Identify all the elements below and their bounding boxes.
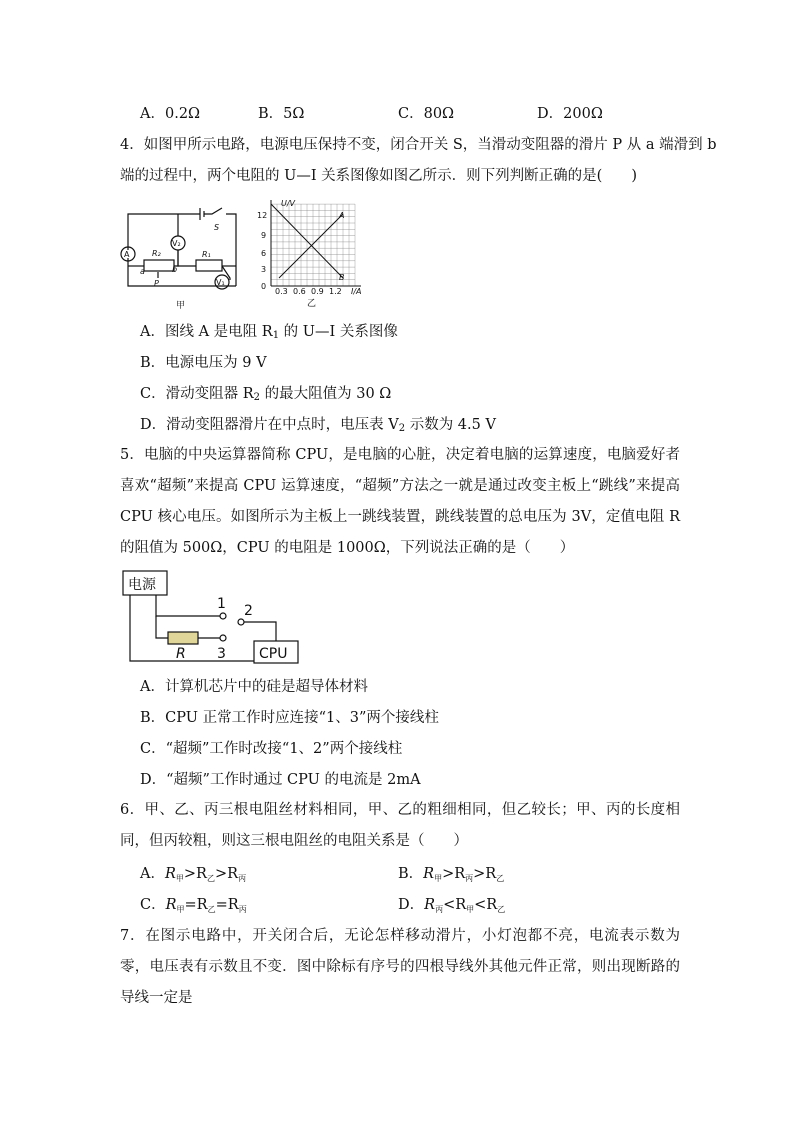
y-axis-label: U/V bbox=[281, 199, 296, 208]
y-tick: 6 bbox=[261, 249, 267, 258]
x-tick: 0.6 bbox=[293, 287, 306, 296]
q5-option-c: C．“超频”工作时改接“1、2”两个接线柱 bbox=[140, 741, 403, 757]
power-label: 电源 bbox=[128, 577, 156, 593]
y-tick: 9 bbox=[261, 231, 267, 240]
switch-s-label: S bbox=[214, 223, 220, 232]
q6-option-c: C．$R_甲=R_乙=R_丙$ bbox=[140, 897, 247, 914]
end-b-label: b bbox=[172, 265, 178, 274]
q6-stem: 6．甲、乙、丙三根电阻丝材料相同，甲、乙的粗细相同，但乙较长；甲、丙的长度相同，但丙较粗，则这三根电阻丝的电阻关系是（ ） bbox=[120, 802, 680, 849]
q4-ui-graph-figure bbox=[255, 196, 375, 308]
v1-label: V₁ bbox=[216, 278, 225, 287]
y-tick: 3 bbox=[261, 265, 267, 274]
slider-p-label: P bbox=[154, 279, 159, 288]
q3-option-b: B．5Ω bbox=[258, 106, 305, 122]
terminal-1-label: 1 bbox=[217, 596, 226, 612]
resistor-label: R bbox=[176, 646, 186, 662]
q4-stem-line1: 4．如图甲所示电路，电源电压保持不变，闭合开关 S，当滑动变阻器的滑片 P 从 a 端滑到 b bbox=[120, 137, 717, 153]
x-tick: 1.2 bbox=[329, 287, 342, 296]
x-tick: 0.9 bbox=[311, 287, 324, 296]
q4-stem-line2: 端的过程中，两个电阻的 U—I 关系图像如图乙所示．则下列判断正确的是( ) bbox=[120, 168, 637, 184]
r1-label: R₁ bbox=[202, 250, 211, 259]
q3-option-d: D．200Ω bbox=[537, 106, 603, 122]
end-a-label: a bbox=[140, 267, 145, 276]
line-a-label: A bbox=[339, 211, 345, 220]
q4-option-a: A．图线 A 是电阻 $R_1$ 的 U—I 关系图像 bbox=[140, 324, 398, 341]
terminal-3-label: 3 bbox=[217, 646, 226, 662]
y-tick: 0 bbox=[261, 282, 267, 291]
q3-option-a: A．0.2Ω bbox=[140, 106, 201, 122]
ammeter-label: A bbox=[124, 250, 130, 259]
q3-option-c: C．80Ω bbox=[398, 106, 455, 122]
q5-option-b: B．CPU 正常工作时应连接“1、3”两个接线柱 bbox=[140, 710, 439, 726]
q6-option-a: A．$R_甲>R_乙>R_丙$ bbox=[140, 866, 247, 883]
r2-label: R₂ bbox=[152, 249, 161, 258]
figure-a-caption: 甲 bbox=[176, 301, 186, 311]
y-tick: 12 bbox=[257, 211, 268, 220]
q4-option-d: D．滑动变阻器滑片在中点时，电压表 $V_2$ 示数为 4.5 V bbox=[140, 417, 496, 434]
x-tick: 0.3 bbox=[275, 287, 288, 296]
cpu-label: CPU bbox=[259, 646, 288, 662]
terminal-2-label: 2 bbox=[244, 603, 253, 619]
q4-option-c: C．滑动变阻器 $R_2$ 的最大阻值为 30 Ω bbox=[140, 386, 392, 403]
x-axis-label: I/A bbox=[351, 287, 362, 296]
q5-option-a: A．计算机芯片中的硅是超导体材料 bbox=[140, 679, 368, 695]
q5-option-d: D．“超频”工作时通过 CPU 的电流是 2mA bbox=[140, 772, 421, 788]
q5-stem: 5．电脑的中央运算器简称 CPU，是电脑的心脏，决定着电脑的运算速度，电脑爱好者喜欢“超频”来提高 CPU 运算速度，“超频”方法之一就是通过改变主板上“跳线”来提高 CPU 核心电压。如图所示为主板上一跳线装置，跳线装置的总电压为 3V，定值电阻 R 的阻值为 500Ω，CPU 的电阻是 1000Ω，下列说法正确的是（ ） bbox=[120, 447, 680, 556]
line-b-label: B bbox=[339, 273, 345, 282]
q4-circuit-figure bbox=[118, 200, 248, 310]
q7-stem: 7．在图示电路中，开关闭合后，无论怎样移动滑片，小灯泡都不亮，电流表示数为零，电压表有示数且不变．图中除标有序号的四根导线外其他元件正常，则出现断路的导线一定是 bbox=[120, 928, 680, 1006]
q5-jumper-figure bbox=[120, 568, 300, 668]
v2-label: V₂ bbox=[172, 239, 181, 248]
q6-option-d: D．$R_丙<R_甲<R_乙$ bbox=[398, 897, 506, 914]
figure-b-caption: 乙 bbox=[307, 299, 317, 309]
q4-option-b: B．电源电压为 9 V bbox=[140, 355, 267, 371]
q6-option-b: B．$R_甲>R_丙>R_乙$ bbox=[398, 866, 505, 883]
